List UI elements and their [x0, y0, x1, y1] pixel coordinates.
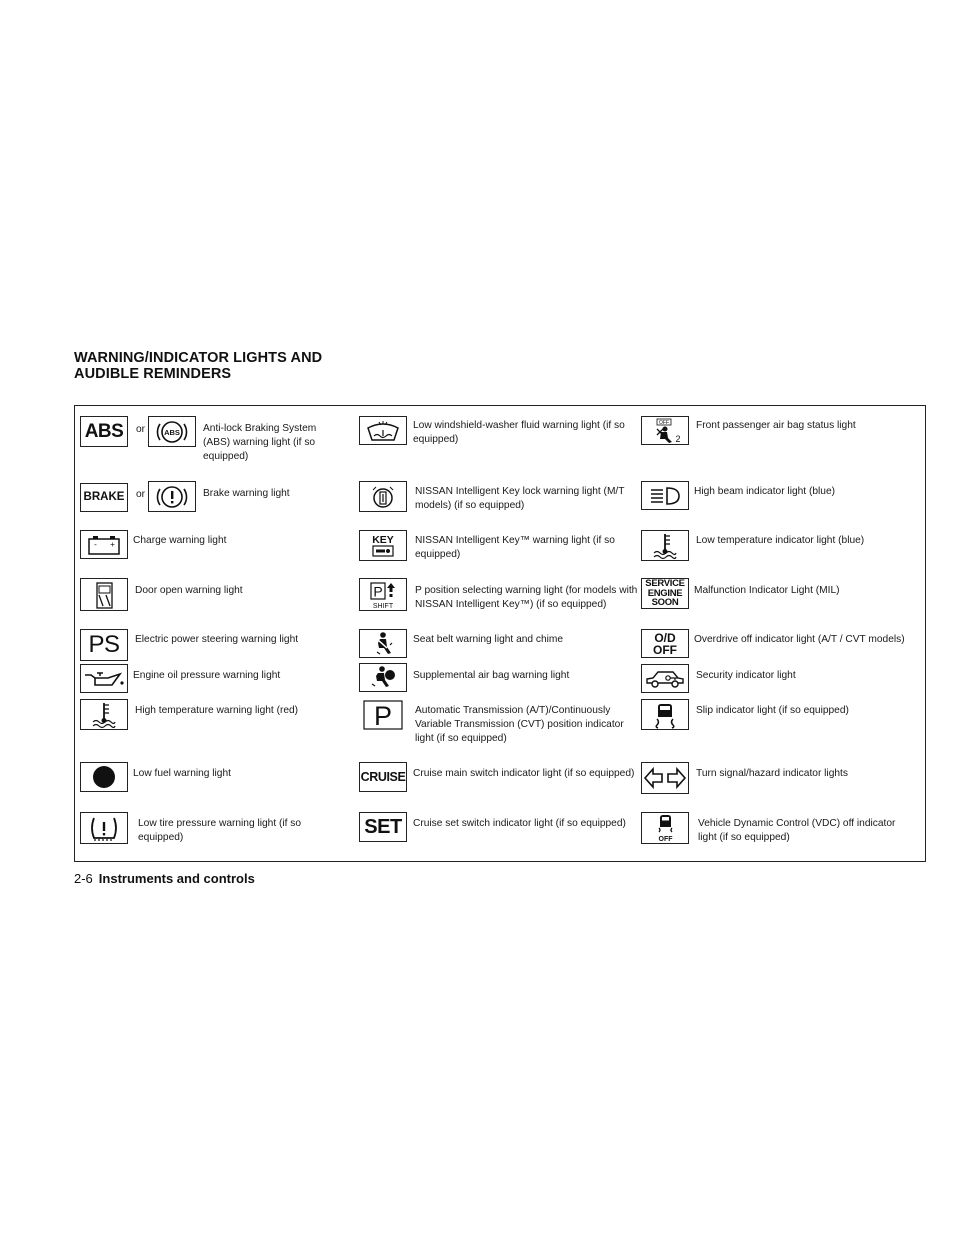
seat-belt-label: Seat belt warning light and chime — [413, 634, 564, 645]
svg-text:+: + — [110, 539, 115, 549]
low-temp-icon — [641, 530, 689, 561]
oil-label: Engine oil pressure warning light — [133, 670, 281, 681]
p-shift-icon — [359, 578, 407, 611]
svg-text:2: 2 — [675, 433, 681, 444]
washer-fluid-icon — [359, 416, 407, 445]
heading-line-2: AUDIBLE REMINDERS — [74, 366, 232, 382]
key-icon — [359, 530, 407, 561]
abs-label: Anti-lock Braking System (ABS) warning light (if so equipped) — [203, 423, 317, 462]
low-fuel-label: Low fuel warning light — [133, 768, 231, 779]
washer-label: Low windshield-washer fluid warning light (if so equipped) — [413, 420, 625, 445]
door-open-icon — [80, 578, 128, 611]
section-heading — [74, 350, 322, 382]
high-temp-label: High temperature warning light (red) — [135, 705, 299, 716]
security-car-icon — [641, 664, 689, 693]
cruise-icon: CRUISE — [359, 762, 407, 792]
slip-label: Slip indicator light (if so equipped) — [696, 705, 849, 716]
air-bag-label: Supplemental air bag warning light — [413, 670, 570, 681]
or-label: or — [136, 424, 146, 435]
fuel-dot-icon — [80, 762, 128, 792]
low-temp-label: Low temperature indicator light (blue) — [696, 535, 865, 546]
od-off-icon: O/D OFF — [641, 629, 689, 658]
p-shift-label: P position selecting warning light (for models with NISSAN Intelligent Key™) (if so equipped) — [415, 585, 638, 610]
svg-text:-: - — [94, 539, 97, 549]
svg-text:P: P — [373, 583, 383, 599]
svg-text:SHIFT: SHIFT — [372, 602, 394, 610]
high-beam-label: High beam indicator light (blue) — [694, 486, 835, 497]
high-beam-icon — [641, 481, 689, 510]
security-label: Security indicator light — [696, 670, 796, 681]
svg-text:OFF: OFF — [658, 836, 673, 843]
turn-signal-icon — [641, 762, 689, 794]
passenger-airbag-icon — [641, 416, 689, 445]
seat-belt-icon — [359, 629, 407, 658]
charge-label: Charge warning light — [133, 535, 227, 546]
vdc-off-label: Vehicle Dynamic Control (VDC) off indicator light (if so equipped) — [698, 818, 896, 843]
page-footer — [74, 871, 255, 886]
air-bag-icon — [359, 663, 407, 692]
transmission-p-icon — [359, 699, 407, 730]
turn-signal-label: Turn signal/hazard indicator lights — [696, 768, 848, 779]
slip-icon — [641, 699, 689, 730]
ps-icon: PS — [80, 629, 128, 661]
ps-label: Electric power steering warning light — [135, 634, 299, 645]
brake-icon: BRAKE — [80, 483, 128, 512]
page-number: 2-6 — [74, 871, 93, 886]
heading-line-1: WARNING/INDICATOR LIGHTS AND — [74, 350, 323, 366]
vdc-off-icon — [641, 812, 689, 844]
brake-circle-icon — [148, 481, 196, 512]
brake-label: Brake warning light — [203, 488, 290, 499]
door-label: Door open warning light — [135, 585, 243, 596]
service-engine-soon-icon: SERVICE ENGINE SOON — [641, 578, 689, 609]
tire-pressure-label: Low tire pressure warning light (if so equipped) — [138, 818, 302, 843]
set-label: Cruise set switch indicator light (if so equipped) — [413, 818, 626, 829]
cruise-label: Cruise main switch indicator light (if so equipped) — [413, 768, 635, 779]
od-off-label: Overdrive off indicator light (A/T / CVT models) — [694, 634, 905, 645]
oil-can-icon — [80, 664, 128, 693]
abs-circle-icon — [148, 416, 196, 447]
mil-label: Malfunction Indicator Light (MIL) — [694, 585, 840, 596]
svg-text:KEY: KEY — [372, 533, 394, 546]
abs-icon: ABS — [80, 416, 128, 447]
svg-text:P: P — [373, 700, 393, 730]
section-title: Instruments and controls — [98, 871, 255, 886]
key-label: NISSAN Intelligent Key™ warning light (if so equipped) — [415, 535, 615, 560]
thermometer-icon — [80, 699, 128, 730]
passenger-airbag-label: Front passenger air bag status light — [696, 420, 856, 431]
battery-icon — [80, 530, 128, 559]
transmission-label: Automatic Transmission (A/T)/Continuously Variable Transmission (CVT) position indicator light (if so equipped) — [415, 705, 624, 744]
set-icon: SET — [359, 812, 407, 842]
key-lock-icon — [359, 481, 407, 512]
key-lock-label: NISSAN Intelligent Key lock warning light (M/T models) (if so equipped) — [415, 486, 625, 511]
tire-pressure-icon — [80, 812, 128, 844]
svg-text:OFF: OFF — [659, 419, 669, 426]
or-label-2: or — [136, 489, 146, 500]
svg-text:ABS: ABS — [164, 427, 180, 437]
